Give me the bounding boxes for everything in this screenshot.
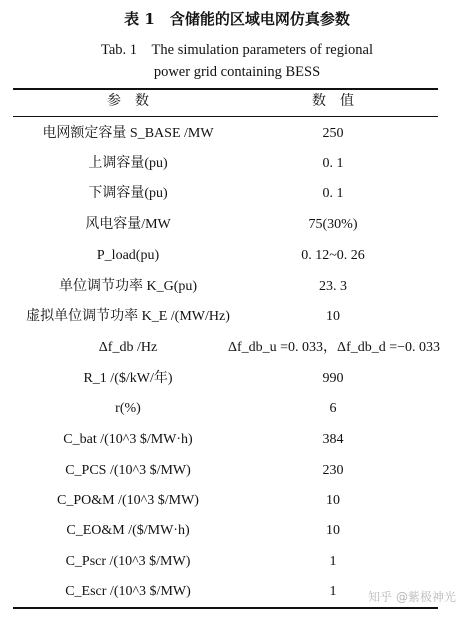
row-value-c-eom: 10 bbox=[326, 523, 340, 538]
row-value-kg: 23. 3 bbox=[319, 279, 347, 294]
row-param-c-pscr: C_Pscr /(10^3 $/MW) bbox=[65, 554, 191, 569]
row-param-r: r(%) bbox=[115, 401, 141, 416]
row-param-c-eom: C_EO&M /($/MW·h) bbox=[66, 523, 190, 538]
row-value-wind-capacity: 75(30%) bbox=[308, 217, 358, 232]
table-title-en-line2: power grid containing BESS bbox=[153, 64, 321, 80]
row-param-p-load: P_load(pu) bbox=[96, 248, 160, 263]
row-value-c-pom: 10 bbox=[326, 493, 340, 508]
row-value-up-capacity: 0. 1 bbox=[322, 156, 344, 171]
row-value-down-capacity: 0. 1 bbox=[322, 186, 344, 201]
row-param-up-capacity: 上调容量(pu) bbox=[88, 156, 168, 171]
row-param-down-capacity: 下调容量(pu) bbox=[88, 186, 168, 201]
header-param: 参 数 bbox=[107, 94, 149, 109]
row-param-kg: 单位调节功率 K_G(pu) bbox=[58, 279, 198, 294]
header-value: 数 值 bbox=[312, 94, 354, 109]
row-value-deadband: Δf_db_u =0. 033，Δf_db_d =−0. 033 bbox=[228, 340, 441, 355]
row-param-wind-capacity: 风电容量/MW bbox=[85, 217, 171, 232]
row-value-c-escr: 1 bbox=[329, 584, 337, 599]
row-param-r1: R_1 /($/kW/年) bbox=[83, 371, 173, 386]
row-value-grid-capacity: 250 bbox=[322, 126, 344, 141]
row-value-r: 6 bbox=[329, 401, 337, 416]
row-value-c-pcs: 230 bbox=[322, 463, 344, 478]
row-param-c-pcs: C_PCS /(10^3 $/MW) bbox=[65, 463, 191, 478]
row-value-ke: 10 bbox=[326, 309, 340, 324]
table-title-cn: 表 1 含储能的区域电网仿真参数 bbox=[124, 10, 350, 28]
row-param-ke: 虚拟单位调节功率 K_E /(MW/Hz) bbox=[26, 309, 230, 324]
table-bottom-rule bbox=[13, 607, 438, 609]
row-param-c-bat: C_bat /(10^3 $/MW·h) bbox=[63, 432, 193, 447]
watermark: 知乎 @紫极神光 bbox=[368, 590, 456, 604]
row-param-c-escr: C_Escr /(10^3 $/MW) bbox=[65, 584, 191, 599]
row-value-p-load: 0. 12~0. 26 bbox=[301, 248, 365, 263]
row-param-c-pom: C_PO&M /(10^3 $/MW) bbox=[57, 493, 199, 508]
row-value-r1: 990 bbox=[322, 371, 344, 386]
row-value-c-pscr: 1 bbox=[329, 554, 337, 569]
row-param-deadband: Δf_db /Hz bbox=[98, 340, 158, 355]
row-param-grid-capacity: 电网额定容量 S_BASE /MW bbox=[42, 126, 214, 141]
table-title-en-line1: Tab. 1 The simulation parameters of regional bbox=[101, 42, 373, 58]
table-header-rule bbox=[13, 116, 438, 117]
row-value-c-bat: 384 bbox=[322, 432, 344, 447]
